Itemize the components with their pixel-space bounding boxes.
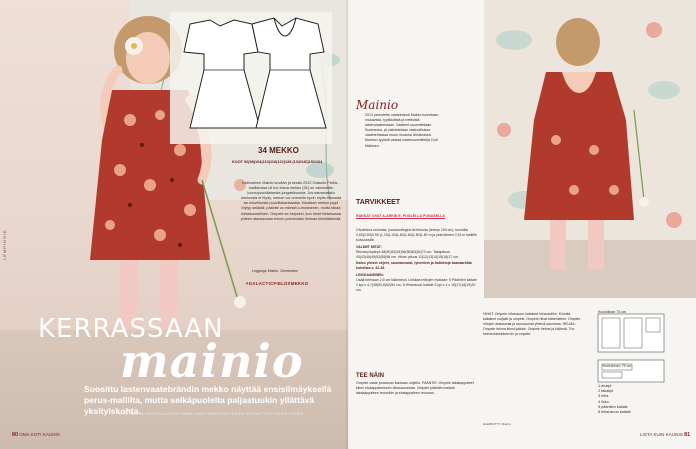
legend-item: 3 hiha <box>598 394 609 399</box>
brand-intro: 2013 perustettu vaatebrändi Mainio tunnetaan mukavista, tyylikkäistä ja eettisistä lastenvaatteistaan. Vaatteet suunnitellaan Suomessa, ja valmistetaan vastuullisissa vaatetehtaissa muun muassa Ukrainassa. Mainion tyylistä vastaa vaatesuunnittelija Outi Mäkinen. <box>365 113 439 148</box>
general-instructions: Katso yleiset ohjeet, saumanvarat, lyhenteet ja lisätietoja kaavaarkilta kohdista s. 32-33. <box>356 261 472 271</box>
dress-pattern-sketch <box>170 12 332 144</box>
legend-item: 6 hihansuun kaitale <box>598 410 631 415</box>
legend-item: 2 takakpl <box>598 389 614 394</box>
folio-text-right: LISTA KUIN KAUNIS <box>640 432 683 437</box>
photo-credit: ELEMMITTY: Mainio <box>483 422 511 426</box>
tarvikkeet-heading: TARVIKKEET <box>356 199 401 206</box>
headline-kerrassaan: KERRASSAAN <box>38 314 224 344</box>
instructions-column-2: HIHAT: Ompele hihansuun kaitaleet hihansuihin. Kiinnitä kaitaleet nurjalle ja ompele. Ompele hihat kädentiehin. Ompele hihojen alasaumat ja sivusaumat yhtenä saumana. HELMA: Ompele helma kiinni kaitale. Ompele helma ja käännä. Tuo helma kaksinkerroin ja ompele. <box>483 312 581 336</box>
cutting-text: Lisää helmaan 2,5 cm käänneva. Leikkaa mittojen mukaan: 5 Pääntien kaitale 1 kpl x 4,7(48)50,6(52)54 cm. 6 Hihansuun kaitale 2 kpl x 4 x 16(17)18(19)20 cm. <box>356 278 477 292</box>
size-list: KOOT 92(98)104(110)116(122)128 (134/140)152/164 <box>232 160 323 164</box>
pattern-sheet-link[interactable]: RAKKAT OVAT A-ARKIN E. PUOLELLA PUNASELLA <box>356 214 445 218</box>
materials-text: Ohuehkoa neulosta, joustocollegea tai trikoota (leveys 150 cm), kuvioilla 0,60(0,80)0,95 (1,15)1,40(1,60)1,60(1,80)1,80 m ja yksivärinen 0,15 m kaikille koivuuksille. <box>356 228 477 242</box>
back-view-photo <box>484 0 696 298</box>
section-tab: LEMPIOSIE <box>2 229 7 260</box>
materials-column <box>356 228 478 293</box>
pattern-description: Kotimainen Mainio kevään ja kesän 2022 Galactic Fields -mallistossa oli tuo ihana mekko (34) on valmistettu luomupuuvillaisesta joogatrikoosta. Jos samanlaista neuloosta ei löydy, mekon voi ommella hyvin myös trikoosta tai ohuehkosta puuvillakankaasta. Hauskan mekon joppi löytyy selästä: pääntie on edestä o-mostoinen, mutta takaa kietaisumallinen. Ompele se helpoksi, kun hiroit kietaisussa yhteen alaosanaan ennen poimimista helman kiinnittämistä. <box>240 181 342 221</box>
gutter-shadow <box>346 0 350 449</box>
cutting-heading: LEIKKAAMINEN: <box>356 273 384 278</box>
pattern-legend <box>598 384 631 415</box>
legend-item: 4 lisko <box>598 399 609 404</box>
cutting-layout-diagram <box>584 310 676 390</box>
brand-logo: Mainio <box>356 98 399 112</box>
hashtag: #GALACTICFIELDSMEKKO <box>246 281 309 286</box>
page-number-right: 81 <box>684 432 691 438</box>
folio-left <box>12 432 60 438</box>
folio-right <box>640 432 690 438</box>
instructions-text: Ompele vaate joustavan kankaan ohjeilla. PÄÄNTIE: Ompele takakappaleet kiinni etukappaleeseen olkasaumoista. Ompele pääntien kaitale takakappaleen reunoihin ja etukappaleen reunaan. <box>356 381 474 395</box>
credit-note: Leggings Mainio, Stockmann <box>252 269 299 273</box>
article-credits: OHJE JANITA PERTTULA KUVAT EMMI LINDSTRÖM TUOTTEIDEN SUUNNITTELU KAISA JOUNSI <box>118 412 304 416</box>
lead-paragraph: Suosittu lastenvaatebrändin mekko näyttää ensisilmäyksellä perus-mallilta, mutta selkäpuolelta paljastuukin yllättävä yksityiskohta. <box>84 384 332 416</box>
valmiit-heading: VALMIIT MITAT: <box>356 244 382 249</box>
headline-mainio: mainio <box>120 334 304 388</box>
legend-item: 1 etukpl <box>598 384 612 388</box>
legend-item: 5 pääntien kaitale <box>598 404 628 409</box>
folio-text-left: OMA KOTI KAUNIS <box>19 432 60 437</box>
page-number-left: 80 <box>12 432 18 438</box>
pattern-title: 34 MEKKO <box>258 146 299 155</box>
diagram-label-top: Kuvioliinan 75 cm <box>598 310 627 314</box>
diagram-label-bottom: Yksivärinen 75 cm <box>602 364 632 368</box>
tee-nain-heading: TEE NÄIN <box>356 373 385 379</box>
measurements-text: Rinnanympärys 48(50)52(54)56(58)60(64)70 cm. Takapituus 40(43)46(49)52(55)58 cm. Hihan pituus 11(12)13(14)15(16)17 cm. <box>356 249 459 259</box>
